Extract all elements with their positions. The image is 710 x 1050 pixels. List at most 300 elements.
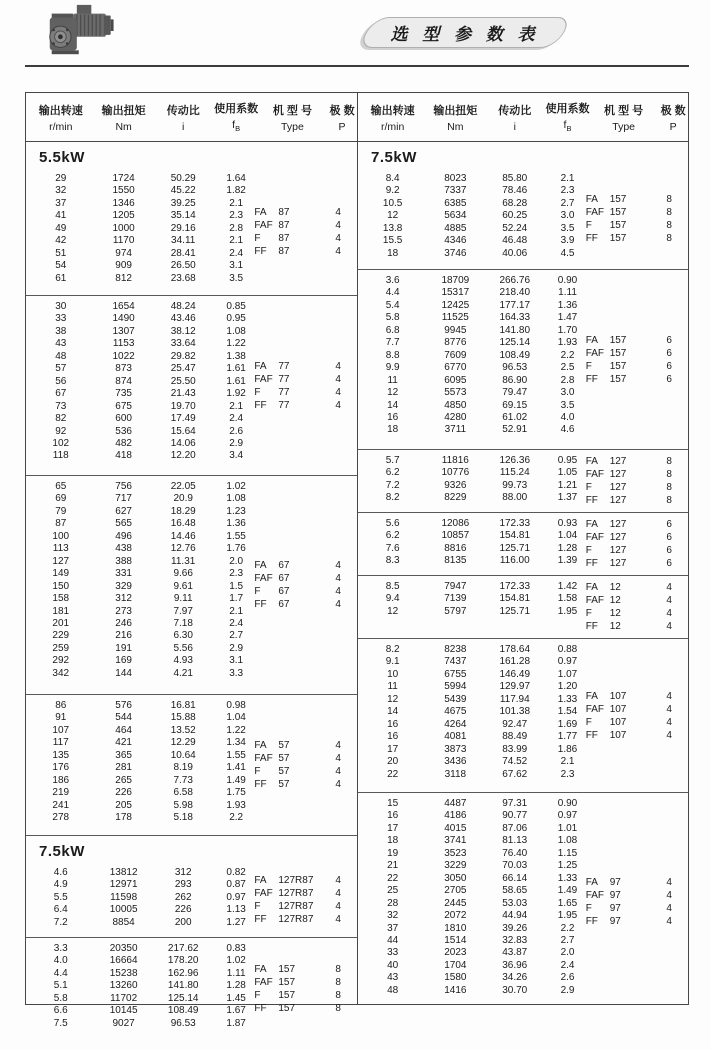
type-model: FAF	[254, 219, 273, 231]
cell-ratio: 178.20	[167, 955, 199, 967]
cell-output-speed: 149	[52, 568, 70, 580]
cell-output-speed: 11	[387, 374, 398, 386]
cell-service-factor: 1.54	[557, 706, 578, 718]
header-label-unit: P	[338, 120, 346, 133]
cell-ratio: 125.14	[167, 992, 199, 1004]
type-model: FF	[254, 913, 267, 925]
cell-ratio: 88.49	[502, 731, 528, 743]
type-line	[254, 976, 357, 989]
type-size: 107	[609, 703, 627, 715]
type-model: FF	[254, 599, 267, 610]
cell-service-factor: 0.87	[226, 879, 246, 891]
column-header-cell	[589, 93, 658, 141]
cell-output-torque: 1346	[112, 197, 135, 209]
data-block	[358, 450, 688, 512]
header-label-zh: 输出扭矩	[433, 104, 478, 117]
type-size: 87	[278, 206, 290, 218]
poles-value: 4	[335, 913, 341, 925]
data-block	[26, 476, 357, 694]
cell-ratio: 266.76	[499, 275, 531, 286]
cell-output-torque: 3229	[444, 860, 467, 872]
page-title: 选 型 参 数 表	[390, 25, 540, 44]
cell-service-factor: 1.86	[557, 743, 578, 755]
type-size: 157	[609, 232, 627, 244]
cell-ratio: 68.28	[502, 197, 528, 209]
poles-value: 4	[666, 729, 672, 741]
table-row	[26, 700, 357, 712]
cell-output-speed: 22	[387, 872, 399, 884]
cell-output-torque: 1810	[444, 922, 467, 934]
type-size: 157	[609, 219, 627, 231]
cell-ratio: 21.43	[170, 388, 196, 400]
cell-output-torque: 7337	[444, 185, 467, 197]
cell-ratio: 50.29	[170, 173, 196, 184]
header-label-zh: 输出扭矩	[101, 104, 146, 117]
cell-output-torque: 4280	[444, 411, 467, 423]
cell-ratio: 9.66	[173, 568, 193, 580]
cell-service-factor: 1.76	[226, 543, 246, 555]
cell-service-factor: 1.55	[226, 749, 246, 761]
cell-service-factor: 2.6	[560, 972, 575, 984]
table-row	[26, 618, 357, 630]
cell-service-factor: 1.41	[226, 762, 246, 774]
cell-ratio: 29.82	[170, 350, 196, 362]
type-size: 97	[609, 916, 621, 927]
type-size: 87	[278, 219, 290, 231]
cell-output-speed: 16	[387, 411, 399, 423]
cell-ratio: 178.64	[499, 644, 531, 655]
type-size: 12	[609, 595, 621, 606]
cell-output-speed: 201	[52, 617, 70, 629]
cell-service-factor: 1.04	[557, 530, 578, 542]
cell-ratio: 87.06	[502, 822, 528, 834]
cell-output-torque: 421	[115, 737, 132, 749]
cell-output-speed: 86	[55, 700, 67, 711]
cell-output-speed: 176	[52, 762, 70, 774]
poles-value: 8	[666, 482, 672, 493]
cell-service-factor: 1.37	[557, 492, 578, 504]
cell-service-factor: 3.3	[229, 667, 244, 679]
cell-ratio: 217.62	[167, 943, 199, 954]
cell-output-torque: 873	[115, 363, 132, 375]
table-column-left	[26, 93, 357, 1029]
cell-ratio: 226	[174, 904, 192, 916]
type-line	[254, 963, 357, 976]
cell-output-speed: 5.1	[53, 980, 68, 992]
type-size: 127	[609, 495, 627, 506]
cell-service-factor: 1.23	[226, 505, 246, 517]
cell-output-torque: 627	[115, 505, 132, 517]
cell-output-speed: 7.2	[53, 916, 68, 928]
cell-output-speed: 7.2	[385, 479, 400, 491]
table-row	[26, 481, 357, 493]
type-line	[254, 1002, 357, 1015]
poles-value: 8	[666, 206, 672, 218]
type-size: 127R87	[278, 913, 314, 925]
cell-service-factor: 1.7	[229, 593, 244, 605]
cell-output-speed: 292	[52, 655, 70, 667]
cell-output-torque: 329	[115, 580, 132, 592]
cell-ratio: 60.25	[502, 210, 528, 222]
type-line	[586, 557, 688, 570]
cell-ratio: 262	[174, 891, 192, 903]
cell-ratio: 17.49	[170, 413, 196, 425]
cell-service-factor: 4.5	[560, 247, 575, 259]
cell-output-speed: 342	[52, 667, 70, 679]
cell-output-speed: 150	[52, 580, 70, 592]
table-row	[358, 287, 688, 299]
cell-service-factor: 1.75	[226, 787, 246, 799]
cell-service-factor: 2.5	[560, 362, 575, 374]
header-label-unit: P	[669, 120, 677, 133]
type-model: FA	[585, 456, 598, 467]
cell-ratio: 12.29	[170, 737, 196, 749]
cell-output-speed: 28	[387, 897, 399, 909]
cell-service-factor: 2.7	[229, 630, 244, 642]
cell-output-torque: 4487	[444, 798, 467, 809]
poles-value: 4	[335, 586, 341, 597]
cell-ratio: 53.03	[502, 897, 528, 909]
cell-ratio: 43.46	[170, 313, 196, 325]
cell-service-factor: 1.33	[557, 693, 578, 705]
table-row	[358, 935, 688, 947]
cell-output-speed: 8.2	[385, 644, 400, 655]
cell-ratio: 69.15	[502, 399, 528, 411]
cell-output-speed: 22	[387, 768, 399, 780]
poles-value: 6	[666, 532, 672, 543]
cell-service-factor: 0.98	[226, 700, 246, 711]
poles-value: 6	[666, 519, 672, 530]
cell-output-torque: 5797	[444, 605, 467, 617]
cell-output-speed: 43	[55, 338, 67, 350]
cell-ratio: 29.16	[170, 222, 196, 234]
cell-service-factor: 0.90	[557, 798, 578, 809]
type-line	[586, 620, 688, 633]
cell-output-torque: 756	[115, 481, 132, 492]
table-row	[26, 800, 357, 812]
cell-ratio: 40.06	[502, 247, 528, 259]
cell-ratio: 13.52	[170, 724, 196, 736]
cell-output-speed: 4.4	[385, 287, 400, 299]
cell-service-factor: 1.11	[226, 967, 246, 979]
type-line	[586, 703, 688, 716]
data-block	[358, 639, 688, 792]
type-model: FA	[254, 740, 267, 751]
cell-output-speed: 5.4	[385, 299, 400, 311]
cell-output-torque: 6770	[444, 362, 467, 374]
cell-output-speed: 40	[387, 959, 399, 971]
type-model: FF	[585, 232, 598, 244]
cell-ratio: 14.06	[170, 437, 196, 449]
cell-output-torque: 4346	[444, 235, 467, 247]
cell-output-torque: 1550	[112, 185, 135, 197]
type-size: 12	[609, 582, 621, 593]
cell-output-speed: 79	[55, 505, 67, 517]
cell-output-torque: 2023	[444, 947, 467, 959]
type-size: 127	[609, 545, 627, 556]
power-heading: 5.5kW	[39, 149, 85, 166]
header-label-zh: 使用系数	[545, 103, 590, 116]
cell-output-torque: 9945	[444, 324, 467, 336]
cell-service-factor: 2.1	[560, 173, 575, 184]
cell-output-speed: 13.8	[382, 222, 403, 234]
type-model: F	[585, 360, 592, 372]
cell-service-factor: 1.25	[557, 860, 578, 872]
type-model: F	[254, 386, 261, 398]
cell-ratio: 97.31	[502, 798, 528, 809]
type-line	[586, 334, 688, 347]
cell-ratio: 25.50	[170, 375, 196, 387]
cell-service-factor: 3.1	[229, 260, 244, 272]
cell-ratio: 5.98	[173, 799, 193, 811]
table-row	[358, 248, 688, 260]
cell-output-speed: 8.2	[385, 492, 400, 504]
cell-output-torque: 496	[115, 530, 132, 542]
type-size: 107	[609, 729, 627, 741]
cell-ratio: 34.26	[502, 972, 528, 984]
cell-output-speed: 87	[55, 518, 67, 530]
cell-output-speed: 42	[55, 235, 67, 247]
cell-output-speed: 12	[387, 693, 399, 705]
cell-ratio: 177.17	[499, 299, 531, 311]
table-row	[26, 301, 357, 313]
cell-output-speed: 38	[55, 325, 67, 337]
cell-output-speed: 33	[387, 947, 399, 959]
cell-service-factor: 1.22	[226, 338, 246, 350]
table-row	[358, 798, 688, 810]
table-row	[358, 947, 688, 959]
cell-output-speed: 6.4	[53, 904, 68, 916]
cell-ratio: 19.70	[170, 400, 196, 412]
cell-output-speed: 5.8	[53, 992, 68, 1004]
cell-output-speed: 181	[52, 605, 70, 617]
cell-service-factor: 1.15	[557, 847, 578, 859]
table-row	[358, 960, 688, 972]
cell-service-factor: 1.02	[226, 481, 246, 492]
cell-output-speed: 229	[52, 630, 70, 642]
cell-service-factor: 2.1	[229, 197, 244, 209]
cell-ratio: 161.28	[499, 656, 531, 668]
header-label-zh: 机 型 号	[604, 104, 644, 117]
table-row	[358, 823, 688, 835]
cell-service-factor: 1.82	[226, 185, 246, 197]
cell-ratio: 44.94	[502, 910, 528, 922]
cell-service-factor: 2.8	[560, 374, 575, 386]
cell-output-speed: 37	[387, 922, 399, 934]
cell-output-torque: 6095	[444, 374, 467, 386]
header-label-zh: 极 数	[660, 104, 686, 117]
cell-output-speed: 16	[387, 718, 399, 730]
type-size: 127	[609, 532, 627, 543]
cell-output-speed: 82	[55, 413, 67, 425]
cell-service-factor: 3.9	[560, 235, 575, 247]
cell-service-factor: 0.95	[557, 455, 578, 466]
cell-output-speed: 4.6	[53, 867, 68, 878]
cell-ratio: 8.19	[173, 762, 193, 774]
cell-output-speed: 57	[55, 363, 67, 375]
poles-value: 6	[666, 545, 672, 556]
poles-value: 4	[335, 874, 341, 886]
type-size: 67	[278, 573, 290, 584]
cell-output-torque: 11816	[441, 455, 469, 466]
cell-service-factor: 1.93	[557, 337, 578, 349]
cell-service-factor: 2.4	[229, 413, 244, 425]
table-row	[358, 275, 688, 287]
cell-output-torque: 8023	[444, 173, 467, 184]
table-row	[358, 756, 688, 768]
type-group	[586, 193, 688, 245]
poles-value: 4	[335, 373, 341, 385]
cell-output-torque: 1704	[444, 959, 467, 971]
cell-ratio: 28.41	[170, 247, 196, 259]
type-model: FF	[254, 399, 267, 411]
cell-service-factor: 1.04	[226, 712, 246, 724]
data-block	[358, 513, 688, 575]
table-row	[26, 413, 357, 425]
table-row	[358, 412, 688, 424]
type-line	[254, 874, 357, 887]
type-model: F	[585, 608, 592, 619]
header-label-zh: 极 数	[329, 104, 355, 117]
cell-ratio: 90.77	[502, 810, 528, 822]
type-line	[586, 360, 688, 373]
cell-service-factor: 2.4	[229, 247, 244, 259]
cell-ratio: 25.47	[170, 363, 196, 375]
cell-output-torque: 4264	[444, 718, 467, 730]
cell-service-factor: 2.3	[560, 768, 575, 780]
cell-output-speed: 3.3	[53, 943, 68, 954]
poles-value: 4	[335, 206, 341, 218]
cell-service-factor: 0.90	[557, 275, 578, 286]
table-row	[26, 185, 357, 197]
cell-output-speed: 4.9	[53, 879, 68, 891]
cell-ratio: 172.33	[499, 518, 531, 529]
type-model: FF	[585, 373, 598, 385]
poles-value: 8	[335, 963, 341, 975]
type-model: FF	[585, 729, 598, 741]
type-line	[586, 373, 688, 386]
poles-value: 8	[335, 1002, 341, 1014]
column-header-cell	[358, 93, 427, 141]
cell-ratio: 23.68	[170, 272, 196, 284]
cell-ratio: 141.80	[167, 980, 199, 992]
table-row	[358, 972, 688, 984]
cell-service-factor: 1.22	[226, 724, 246, 736]
cell-ratio: 12.76	[170, 543, 196, 555]
cell-ratio: 22.05	[170, 481, 196, 492]
type-group	[254, 963, 357, 1015]
column-header-cell	[152, 93, 215, 141]
cell-output-torque: 1307	[112, 325, 135, 337]
cell-service-factor: 2.9	[229, 642, 244, 654]
cell-ratio: 83.99	[502, 743, 528, 755]
cell-output-torque: 1000	[112, 222, 135, 234]
table-row	[26, 643, 357, 655]
cell-output-torque: 13260	[109, 980, 138, 992]
type-size: 67	[278, 560, 290, 571]
type-size: 157	[609, 193, 627, 205]
cell-service-factor: 1.58	[557, 593, 578, 605]
cell-ratio: 96.53	[170, 1017, 196, 1029]
cell-output-speed: 7.5	[53, 1017, 68, 1029]
cell-output-torque: 20350	[109, 943, 138, 954]
table-row	[26, 260, 357, 272]
table-row	[26, 943, 357, 955]
cell-service-factor: 1.77	[557, 731, 578, 743]
cell-output-torque: 10857	[441, 530, 470, 542]
cell-output-speed: 25	[387, 885, 399, 897]
cell-service-factor: 1.70	[557, 324, 578, 336]
table-row	[358, 860, 688, 872]
cell-output-speed: 20	[387, 756, 399, 768]
cell-service-factor: 1.34	[226, 737, 246, 749]
cell-output-torque: 544	[115, 712, 132, 724]
type-model: F	[254, 586, 261, 597]
type-model: FA	[254, 206, 267, 218]
header-label-unit: i	[182, 120, 185, 133]
type-line	[254, 245, 357, 258]
cell-ratio: 81.13	[502, 835, 528, 847]
cell-output-speed: 7.6	[385, 542, 400, 554]
cell-output-torque: 675	[115, 400, 132, 412]
type-line	[254, 206, 357, 219]
type-model: F	[585, 903, 592, 914]
cell-output-torque: 909	[115, 260, 132, 272]
cell-service-factor: 1.95	[557, 605, 578, 617]
type-size: 77	[278, 386, 290, 398]
cell-output-torque: 11525	[441, 312, 469, 324]
type-size: 107	[609, 690, 627, 702]
cell-ratio: 48.24	[170, 301, 196, 312]
power-heading: 7.5kW	[371, 149, 417, 166]
poles-value: 6	[666, 360, 672, 372]
table-row	[358, 835, 688, 847]
column-header-cell	[26, 93, 96, 141]
cell-output-torque: 13812	[109, 867, 138, 878]
cell-output-speed: 6.2	[385, 467, 400, 479]
table-row	[358, 400, 688, 412]
type-model: FAF	[585, 532, 605, 543]
cell-output-torque: 11598	[110, 891, 138, 903]
type-model: FAF	[585, 347, 605, 359]
cell-output-speed: 8.8	[385, 349, 400, 361]
cell-service-factor: 2.7	[560, 197, 575, 209]
type-line	[254, 887, 357, 900]
type-line	[586, 347, 688, 360]
type-line	[586, 494, 688, 507]
cell-output-speed: 12	[387, 210, 399, 222]
header-label-unit: Type	[612, 120, 635, 133]
cell-output-speed: 92	[55, 425, 67, 437]
cell-output-torque: 2705	[444, 885, 467, 897]
cell-output-speed: 4.0	[53, 955, 68, 967]
gearmotor-illustration	[28, 2, 116, 60]
header-label-unit: Nm	[115, 120, 132, 133]
cell-ratio: 7.97	[173, 605, 193, 617]
cell-ratio: 141.80	[499, 324, 531, 336]
cell-ratio: 200	[174, 916, 192, 928]
table-row	[26, 493, 357, 505]
cell-ratio: 172.33	[499, 581, 531, 592]
poles-value: 4	[335, 779, 341, 790]
cell-output-torque: 3746	[444, 247, 467, 259]
cell-service-factor: 1.92	[226, 388, 246, 400]
type-line	[254, 559, 357, 572]
type-line	[254, 900, 357, 913]
column-header-cell	[658, 93, 688, 141]
type-line	[586, 518, 688, 531]
type-line	[254, 778, 357, 791]
